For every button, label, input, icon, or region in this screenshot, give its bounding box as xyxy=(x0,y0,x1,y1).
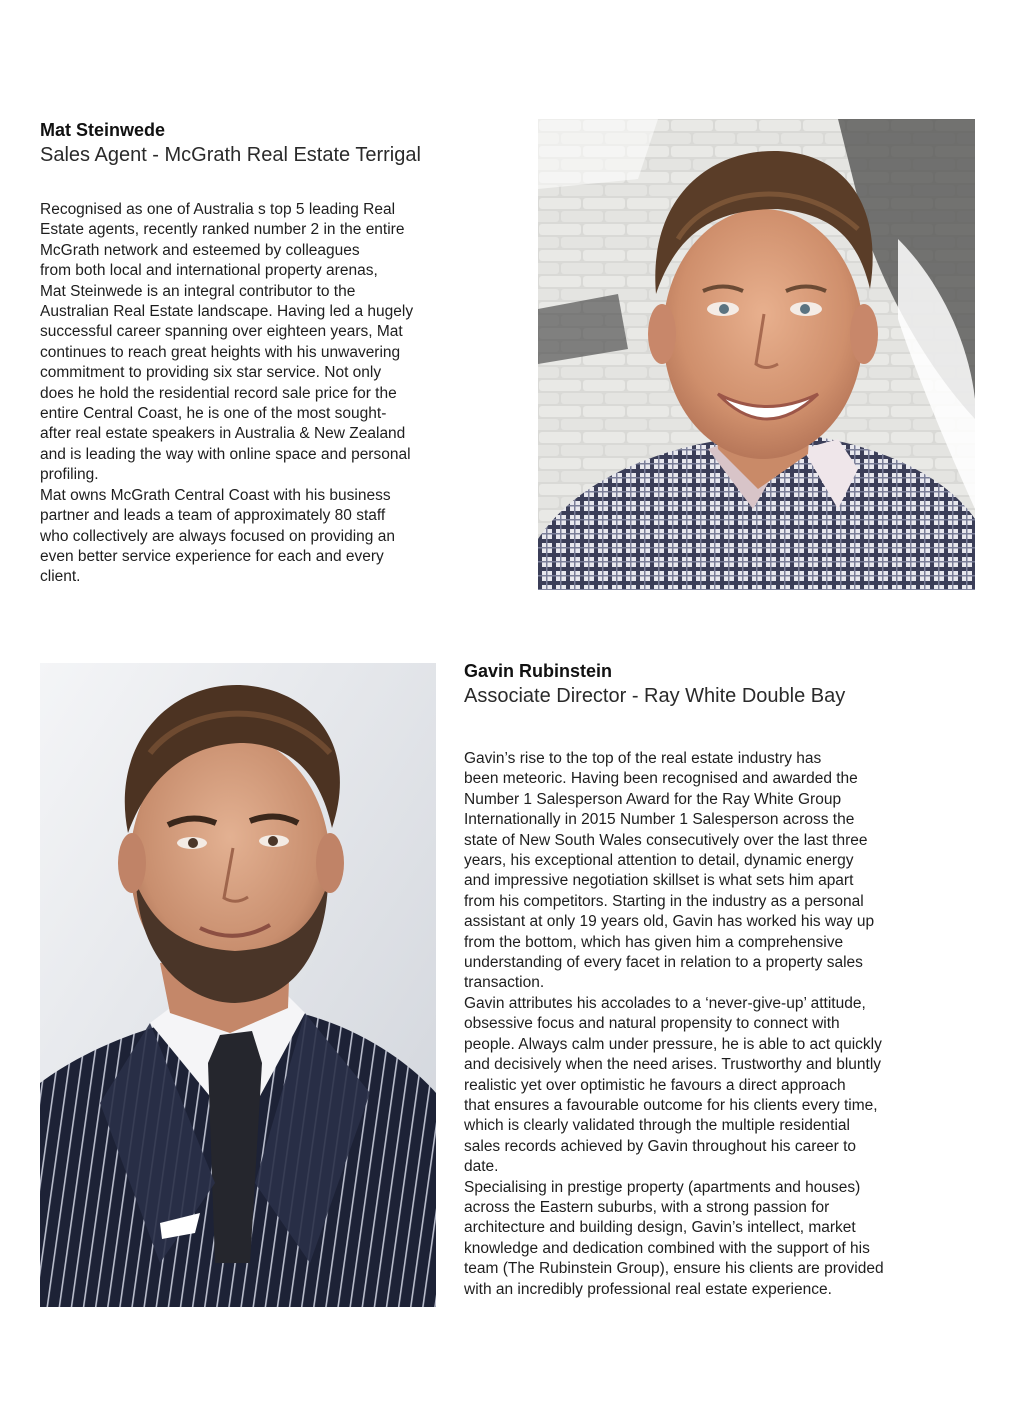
profile-mat-steinwede xyxy=(40,118,510,588)
agent-role: Sales Agent - McGrath Real Estate Terrigal xyxy=(40,144,421,166)
bio-paragraph: Specialising in prestige property (apartments and houses) across the Eastern suburbs, with a strong passion for architecture and building design, Gavin’s intellect, market knowledge and dedication combined with the support of his team (The Rubinstein Group), ensure his clients are provided with an incredibly professional real estate experience. xyxy=(464,1178,884,1298)
agent-role: Associate Director - Ray White Double Bay xyxy=(464,685,846,707)
bio-paragraph: Gavin’s rise to the top of the real estate industry has been meteoric. Having been recognised and awarded the Number 1 Salesperson Award for the Ray White Group Internationally in 2015 Number 1 Salesperson across the state of New South Wales consecutively over the last three years, his exceptional attention to detail, dynamic energy and impressive negotiation skillset is what sets him apart from his competitors. Starting in the industry as a personal assistant at only 19 years old, Gavin has worked his way up from the bottom, which has given him a comprehensive understanding of every facet in relation to a property sales transaction. xyxy=(464,750,875,992)
agent-bio xyxy=(40,200,510,588)
agent-photo-mat-steinwede xyxy=(538,119,975,590)
bio-paragraph: Gavin attributes his accolades to a ‘never-give-up’ attitude, obsessive focus and natural propensity to connect with people. Always calm under pressure, he is able to act quickly and decisively when the need arises. Trustworthy and bluntly realistic yet over optimistic he favours a direct approach that ensures a favourable outcome for his clients every time, which is clearly validated through the multiple residential sales records achieved by Gavin throughout his career to date. xyxy=(464,994,882,1176)
bio-paragraph: Mat owns McGrath Central Coast with his business partner and leads a team of approximately 80 staff who collectively are always focused on providing an even better service experience for each and every client. xyxy=(40,486,395,586)
agent-bio xyxy=(464,749,984,1300)
profile-gavin-rubinstein xyxy=(464,659,984,1300)
agent-photo-gavin-rubinstein xyxy=(40,663,436,1307)
agent-name: Gavin Rubinstein xyxy=(464,661,613,681)
agent-name: Mat Steinwede xyxy=(40,120,166,140)
bio-paragraph: Recognised as one of Australia s top 5 leading Real Estate agents, recently ranked number 2 in the entire McGrath network and esteemed by colleagues from both local and international property arenas, Mat Steinwede is an integral contributor to the Australian Real Estate landscape. Having led a hugely successful career spanning over eighteen years, Mat continues to reach great heights with his unwavering commitment to providing six star service. Not only does he hold the residential record sale price for the entire Central Coast, he is one of the most sought- after real estate speakers in Australia & New Zealand and is leading the way with online space and personal profiling. xyxy=(40,201,414,484)
